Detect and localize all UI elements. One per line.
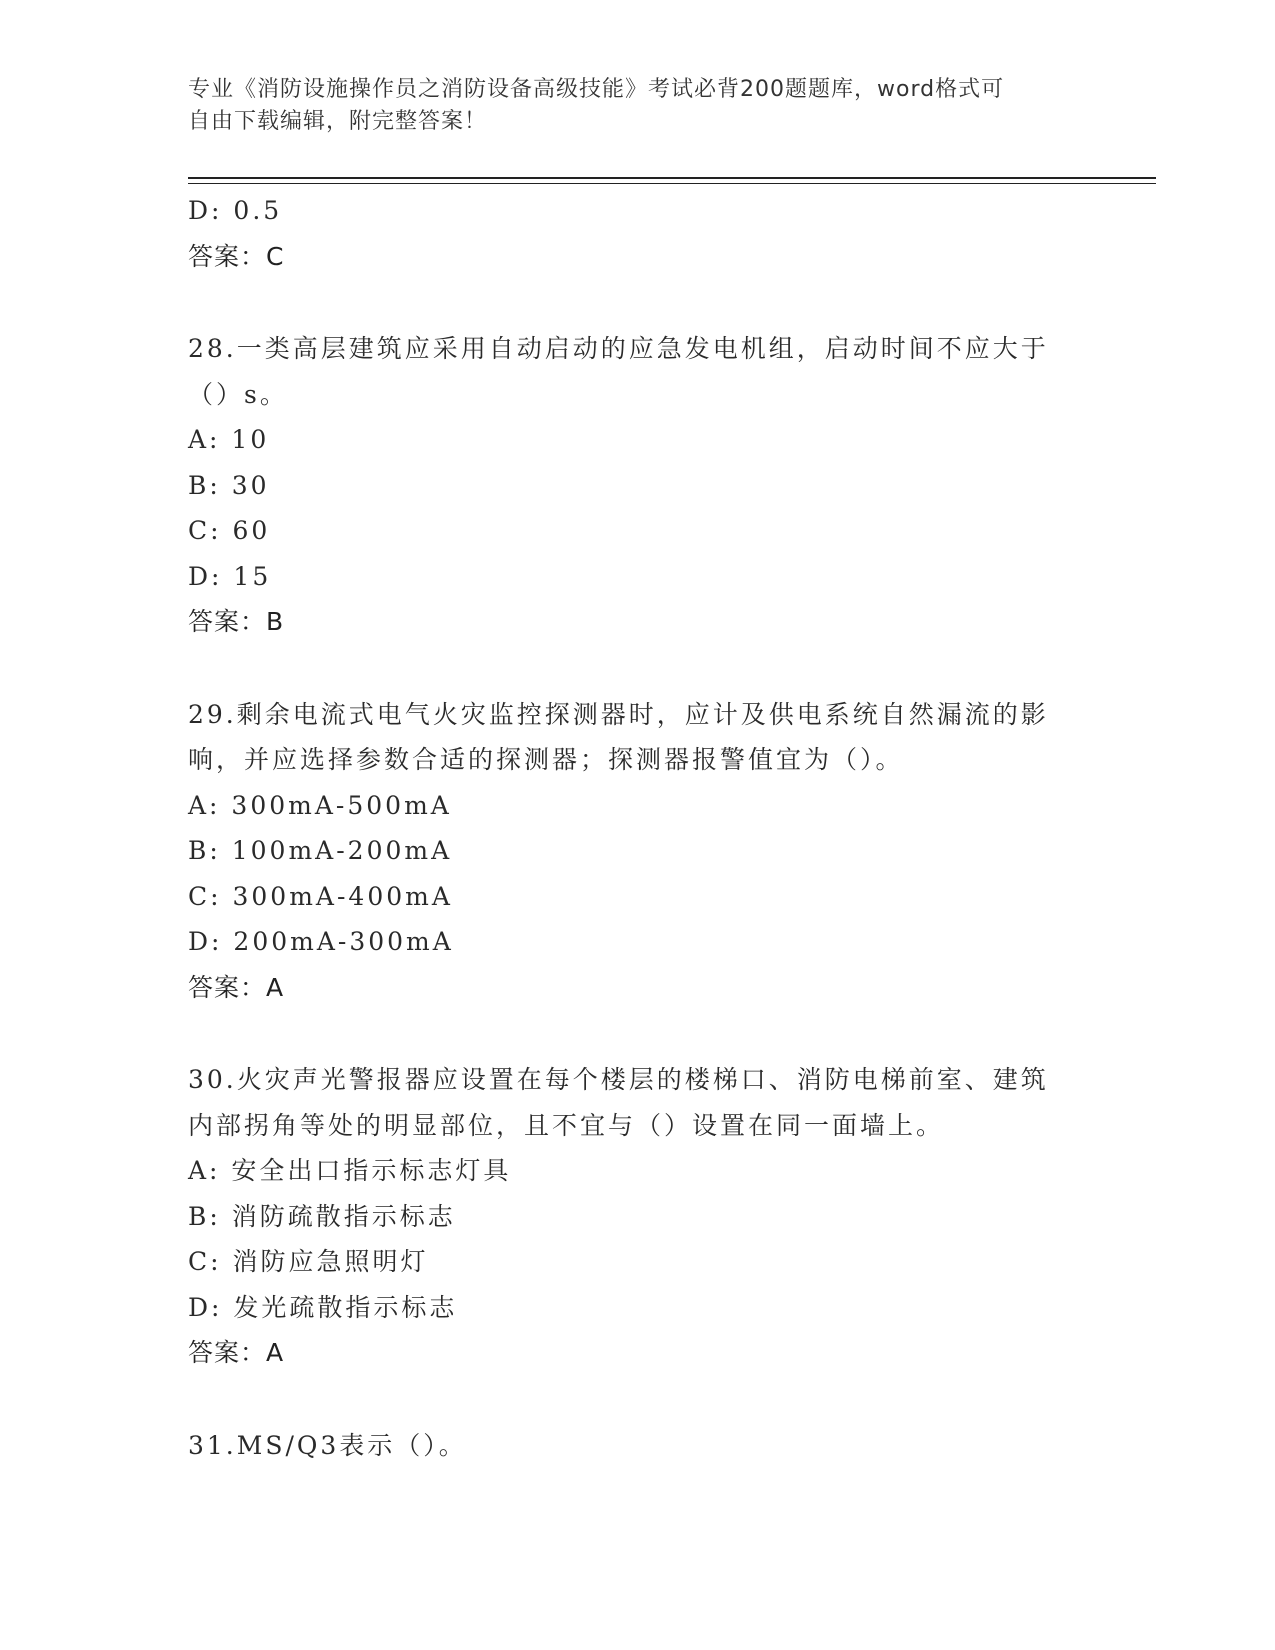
q30-option-b: B: 消防疏散指示标志 — [188, 1201, 456, 1231]
question-27-tail — [188, 188, 1088, 279]
q30-stem-line-2: 内部拐角等处的明显部位，且不宜与（）设置在同一面墙上。 — [188, 1110, 945, 1140]
q31-stem-line-1: 31.MS/Q3表示（）。 — [188, 1430, 467, 1460]
q27-option-d: D: 0.5 — [188, 196, 283, 225]
q28-answer: 答案：B — [188, 607, 285, 636]
q28-option-c: C: 60 — [188, 516, 271, 545]
q29-stem-line-2: 响，并应选择参数合适的探测器；探测器报警值宜为（）。 — [188, 745, 904, 774]
q30-option-c: C: 消防应急照明灯 — [188, 1247, 429, 1276]
header-divider-thick — [188, 177, 1156, 179]
q29-answer: 答案：A — [188, 972, 285, 1002]
q28-option-a: A: 10 — [188, 425, 270, 454]
question-list — [188, 188, 1088, 1468]
q28-stem-line-2: （）s。 — [188, 379, 288, 409]
header-divider-thin — [188, 183, 1156, 184]
q29-option-c: C: 300mA-400mA — [188, 881, 453, 911]
document-header — [188, 74, 1088, 138]
question-29 — [188, 692, 1088, 1011]
q29-option-b: B: 100mA-200mA — [188, 836, 453, 865]
q28-option-d: D: 15 — [188, 561, 272, 591]
q29-option-d: D: 200mA-300mA — [188, 927, 454, 956]
q28-stem-line-1: 28.一类高层建筑应采用自动启动的应急发电机组，启动时间不应大于 — [188, 334, 1049, 363]
q30-stem-line-1: 30.火灾声光警报器应设置在每个楼层的楼梯口、消防电梯前室、建筑 — [188, 1065, 1049, 1094]
q28-option-b: B: 30 — [188, 470, 270, 500]
question-31 — [188, 1423, 1088, 1469]
q30-answer: 答案：A — [188, 1338, 285, 1367]
header-line-1: 专业《消防设施操作员之消防设备高级技能》考试必背200题题库，word格式可 — [188, 77, 1005, 102]
q29-stem-line-1: 29.剩余电流式电气火灾监控探测器时，应计及供电系统自然漏流的影 — [188, 699, 1049, 729]
q30-option-a: A: 安全出口指示标志灯具 — [188, 1156, 512, 1185]
question-28 — [188, 326, 1088, 645]
question-30 — [188, 1057, 1088, 1376]
q27-answer: 答案：C — [188, 241, 285, 271]
q30-option-d: D: 发光疏散指示标志 — [188, 1292, 458, 1322]
q29-option-a: A: 300mA-500mA — [188, 790, 452, 820]
header-line-2: 自由下载编辑，附完整答案！ — [188, 109, 488, 134]
